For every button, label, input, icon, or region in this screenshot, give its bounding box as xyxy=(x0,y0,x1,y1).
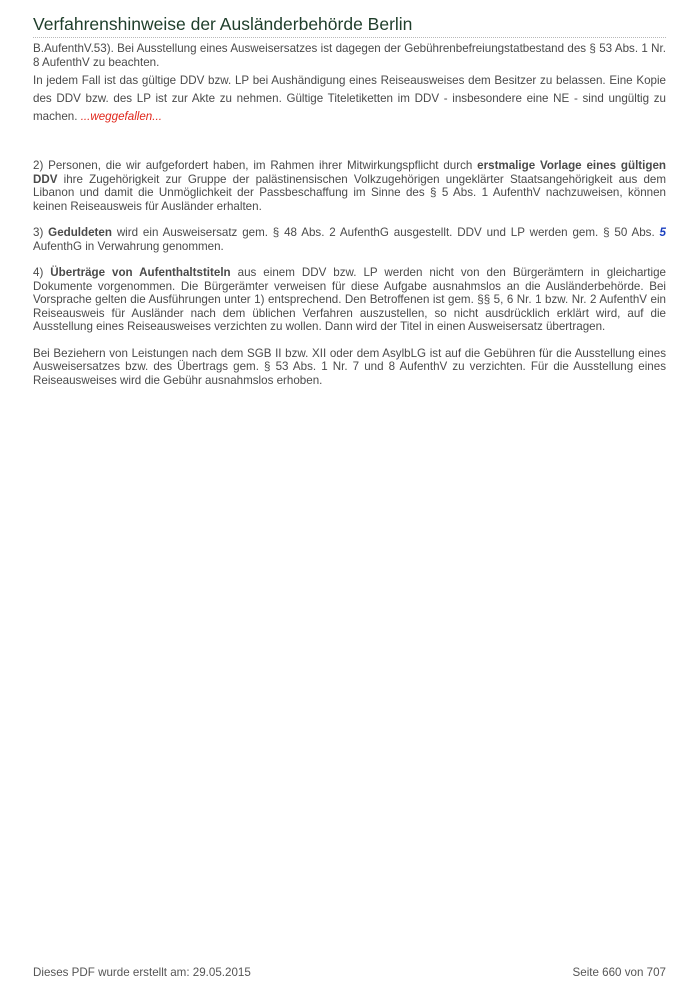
paragraph-section-3-bold: Geduldeten xyxy=(48,226,112,239)
omitted-link[interactable]: ...weggefallen... xyxy=(80,110,162,123)
footer-page-number: Seite 660 von 707 xyxy=(572,966,666,979)
paragraph-section-3-text-a: wird ein Ausweisersatz gem. § 48 Abs. 2 AufenthG ausgestellt. DDV und LP werden gem. § 50 Abs. xyxy=(116,226,655,239)
paragraph-section-4-text: aus einem DDV bzw. LP werden nicht von den Bürgerämtern in gleichartige Dokumente vorgenommen. Die Bürgerämter verweisen für diese Aufgabe ausnahmslos an die Ausländerbehörde. Bei Vorsprache gelten die Ausführungen unter 1) entsprechend. Den Betroffenen ist gem. §§ 5, 6 Nr. 1 bzw. Nr. 2 AufenthV ein Reiseausweis für Ausländer nach dem üblichen Verfahren auszustellen, so nicht ausdrücklich erklärt wird, auf die Ausstellung eines Reiseausweises verzichten zu wollen. Dann wird der Titel in einen Ausweisersatz übertragen. xyxy=(33,266,666,333)
paragraph-fee-exemption: B.AufenthV.53). Bei Ausstellung eines Ausweisersatzes ist dagegen der Gebührenbefreiungstatbestand des § 53 Abs. 1 Nr. 8 AufenthV zu beachten. xyxy=(33,42,666,69)
footer-created-date: Dieses PDF wurde erstellt am: 29.05.2015 xyxy=(33,966,251,979)
paragraph-section-3 xyxy=(33,226,666,253)
document-body xyxy=(33,42,666,387)
paragraph-section-4-number: 4) xyxy=(33,266,44,279)
paragraph-section-2-text-a: 2) Personen, die wir aufgefordert haben, im Rahmen ihrer Mitwirkungspflicht durch xyxy=(33,159,473,172)
paragraph-section-2-text-b: ihre Zugehörigkeit zur Gruppe der palästinensischen Volkzugehörigen ungeklärter Staatsangehörigkeit aus dem Libanon und damit die Unmöglichkeit der Passbeschaffung im Sinne des § 5 Abs. 1 AufenthV nachzuweisen, können keinen Reiseausweis für Ausländer erhalten. xyxy=(33,172,666,213)
paragraph-sgb-fees: Bei Beziehern von Leistungen nach dem SGB II bzw. XII oder dem AsylbLG ist auf die Gebühren für die Ausstellung eines Ausweisersatzes bzw. des Übertrags gem. § 53 Abs. 1 Nr. 7 und 8 AufenthV zu verzichten. Für die Ausstellung eines Reiseausweises wird die Gebühr ausnahmslos erhoben. xyxy=(33,346,666,387)
paragraph-section-2-bold: erstmalige Vorlage eines gültigen DDV xyxy=(33,159,666,186)
paragraph-section-2 xyxy=(33,159,666,213)
paragraph-section-4 xyxy=(33,266,666,334)
paragraph-ddv-lp xyxy=(33,72,666,126)
footnote-link[interactable]: 5 xyxy=(659,226,666,239)
page-title: Verfahrenshinweise der Ausländerbehörde Berlin xyxy=(33,14,413,34)
paragraph-section-3-number: 3) xyxy=(33,226,44,239)
title-divider xyxy=(33,37,666,38)
paragraph-ddv-lp-text: In jedem Fall ist das gültige DDV bzw. LP bei Aushändigung eines Reiseausweises dem Besitzer zu belassen. Eine Kopie des DDV bzw. des LP ist zur Akte zu nehmen. Gültige Titeletiketten im DDV - insbesondere eine NE - sind ungültig zu machen. xyxy=(33,74,666,123)
paragraph-section-3-text-b: AufenthG in Verwahrung genommen. xyxy=(33,239,224,253)
document-page xyxy=(33,0,666,990)
paragraph-section-4-bold: Überträge von Aufenthaltstiteln xyxy=(50,266,231,279)
